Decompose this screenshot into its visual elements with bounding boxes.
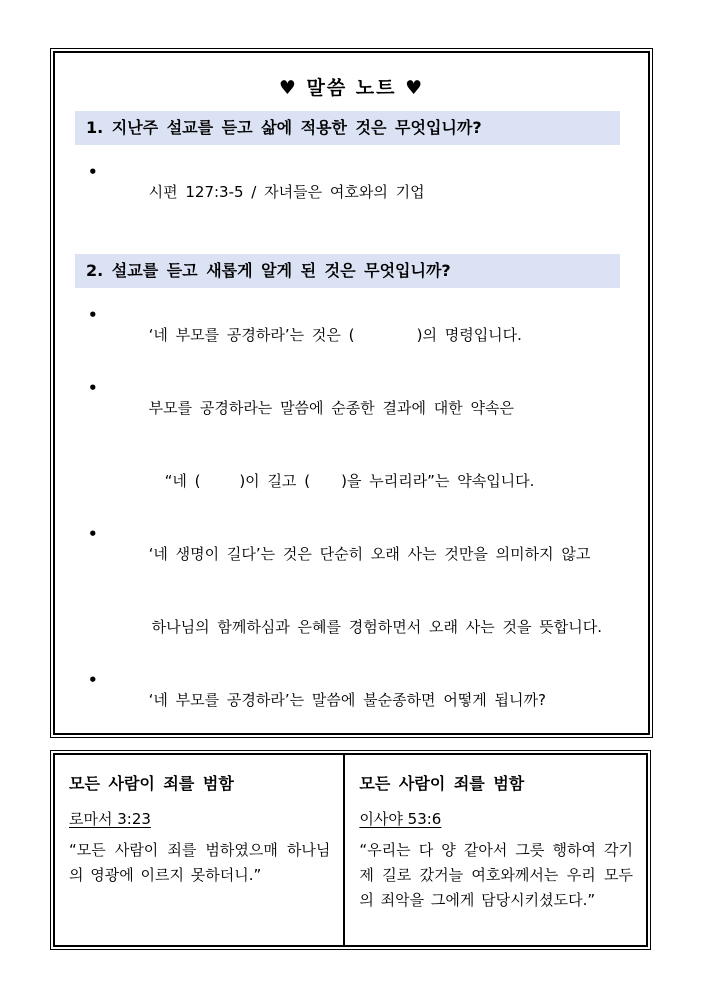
continuation-line-long-life <box>55 597 648 657</box>
bullet-line-text: 부모를 공경하라는 말씀에 순종한 결과에 대한 약속은 <box>148 399 514 417</box>
bullet-line-promise <box>55 378 648 438</box>
page-title: ♥ 말씀 노트 ♥ <box>278 77 425 99</box>
bullet-icon: • <box>88 671 98 689</box>
question-bar-1: 1. 지난주 설교를 듣고 삶에 적용한 것은 무엇입니까? <box>75 111 620 145</box>
sermon-note-box <box>50 48 653 738</box>
bullet-line-psalm <box>55 162 648 222</box>
bullet-line-text: ‘네 부모를 공경하라’는 것은 ( )의 명령입니다. <box>148 326 522 344</box>
verse-heading: 모든 사람이 죄를 범함 <box>69 774 234 793</box>
verse-grid <box>55 755 646 945</box>
bullet-icon: • <box>88 379 98 397</box>
continuation-text: “네 ( )이 길고 ( )을 누리리라”는 약속입니다. <box>164 472 535 490</box>
verse-heading: 모든 사람이 죄를 범함 <box>359 774 525 793</box>
bullet-line-text: 시편 127:3-5 / 자녀들은 여호와의 기업 <box>148 183 425 201</box>
continuation-text: 하나님의 함께하심과 은혜를 경험하면서 오래 사는 것을 뜻합니다. <box>151 618 602 636</box>
bullet-line-text: ‘네 생명이 길다’는 것은 단순히 오래 사는 것만을 의미하지 않고 <box>148 545 591 563</box>
verse-reference: 로마서 3:23 <box>69 810 151 828</box>
verse-card-romans <box>55 755 343 945</box>
continuation-line-promise <box>55 451 648 511</box>
bullet-line-long-life <box>55 524 648 584</box>
bullet-line-disobey <box>55 670 648 730</box>
bullet-line-command <box>55 305 648 365</box>
verse-cards-box-inner <box>53 753 648 947</box>
bullet-icon: • <box>88 163 98 181</box>
verse-text: “우리는 다 양 같아서 그릇 행하여 각기 제 길로 갔거늘 여호와께서는 우리 모두의 죄악을 그에게 담당시키셨도다.” <box>359 841 634 909</box>
verse-reference: 이사야 53:6 <box>359 810 442 828</box>
sermon-note-box-inner <box>53 51 650 735</box>
bullet-line-text: ‘네 부모를 공경하라’는 말씀에 불순종하면 어떻게 됩니까? <box>148 691 546 709</box>
verse-card-isaiah <box>343 755 646 945</box>
question-bar-2: 2. 설교를 듣고 새롭게 알게 된 것은 무엇입니까? <box>75 254 620 288</box>
bullet-icon: • <box>88 306 98 324</box>
verse-cards-box <box>50 750 651 950</box>
bullet-icon: • <box>88 525 98 543</box>
verse-text: “모든 사람이 죄를 범하였으매 하나님의 영광에 이르지 못하더니.” <box>69 841 331 884</box>
